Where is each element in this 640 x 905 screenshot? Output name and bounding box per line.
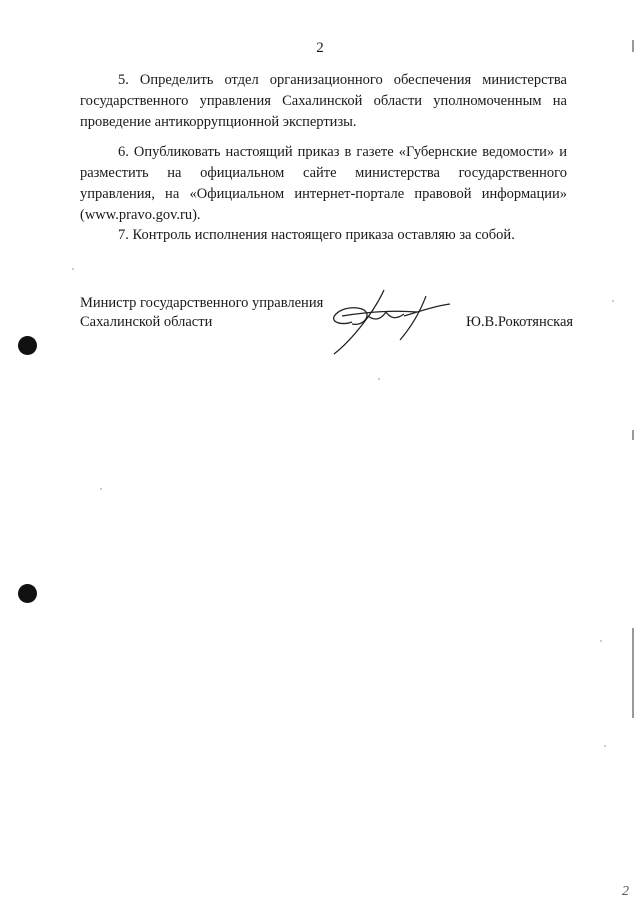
- signer-title: [80, 294, 340, 332]
- scan-speck: [72, 268, 74, 270]
- scan-speck: [378, 378, 380, 380]
- signer-name: Ю.В.Рокотянская: [466, 314, 574, 330]
- scan-edge-mark: [632, 628, 634, 718]
- paragraph-6: 6. Опубликовать настоящий приказ в газете «Губернские ведомости» и разместить на официальном сайте министерства государственного управления, на «Официальном интернет-портале правовой информации» (www.pravo.gov.ru).: [80, 144, 567, 223]
- punch-hole-bottom: [18, 584, 37, 603]
- scan-speck: [100, 488, 102, 490]
- punch-hole-top: [18, 336, 37, 355]
- scan-edge-mark: [632, 430, 634, 440]
- paragraph-5: 5. Определить отдел организационного обеспечения министерства государственного управления Сахалинской области уполномоченным на проведение антикоррупционной экспертизы.: [80, 72, 567, 130]
- scan-speck: [604, 745, 606, 747]
- page-number: 2: [316, 40, 324, 56]
- scan-edge-mark: [632, 40, 634, 52]
- handwritten-signature: [322, 282, 462, 362]
- scan-speck: [600, 640, 602, 642]
- signer-title-line-2: Сахалинской области: [80, 314, 213, 330]
- corner-page-mark: 2: [622, 884, 629, 899]
- scan-speck: [612, 300, 614, 302]
- signer-title-line-1: Министр государственного управления: [80, 295, 324, 311]
- paragraph-7: 7. Контроль исполнения настоящего приказа оставляю за собой.: [118, 227, 515, 243]
